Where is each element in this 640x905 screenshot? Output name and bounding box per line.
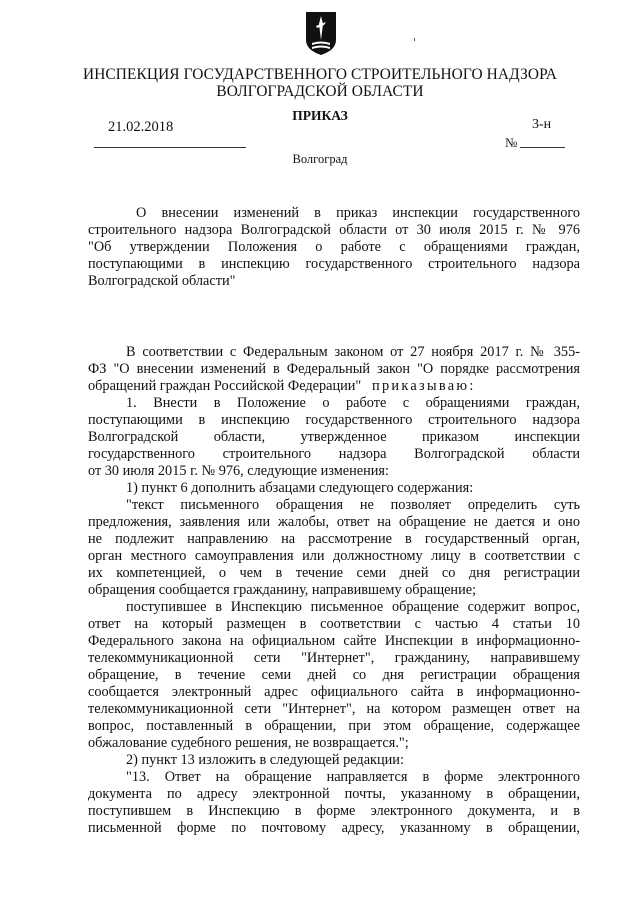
body-line: государственного строительного надзора Волгоградской области (88, 446, 580, 462)
body-line: поступившее в Инспекцию письменное обращение содержит вопрос, (126, 599, 580, 615)
document-type: ПРИКАЗ (292, 108, 348, 123)
body-line: "13. Ответ на обращение направляется в форме электронного (126, 769, 580, 785)
title-line: "Об утверждении Положения о работе с обращениями граждан, (88, 239, 580, 255)
body-line: письменной форме по почтовому адресу, указанному в обращении, (88, 820, 580, 836)
body-line: орган местного самоуправления или должностному лицу в соответствии с (88, 548, 580, 564)
body-line: 2) пункт 13 изложить в следующей редакции: (126, 752, 404, 768)
body-line: поступившем в Инспекцию в форме электронного документа, и в (88, 803, 580, 819)
body-line: телекоммуникационной сети "Интернет", гражданину, направившему (88, 650, 580, 666)
title-line: О внесении изменений в приказ инспекции государственного (136, 205, 580, 221)
body-line: 1. Внести в Положение о работе с обращениями граждан, (126, 395, 580, 411)
body-line: обращение, в течение семи дней со дня регистрации обращения (88, 667, 580, 683)
body-line: ответ на который размещен в соответствии с частью 4 статьи 10 (88, 616, 580, 632)
title-line: строительного надзора Волгоградской области от 30 июля 2015 г. № 976 (88, 222, 580, 238)
document-date: 21.02.2018 (108, 119, 174, 135)
date-underline (94, 147, 246, 148)
body-line: 1) пункт 6 дополнить абзацами следующего содержания: (126, 480, 474, 496)
body-line: обжалование судебного решения, не возвращается."; (88, 735, 409, 751)
body-line: вопрос, поставленный в обращении, при этом обращение, содержащее (88, 718, 580, 734)
city: Волгоград (292, 152, 348, 166)
title-line: поступающими в инспекцию государственного строительного надзора (88, 256, 580, 272)
body-line: ФЗ "О внесении изменений в Федеральный закон "О порядке рассмотрения (88, 361, 580, 377)
body-line: документа по адресу электронной почты, указанному в обращении, (88, 786, 580, 802)
org-name-line-2: ВОЛГОГРАДСКОЙ ОБЛАСТИ (216, 83, 424, 100)
number-sign: № (505, 135, 518, 150)
body-line: предложения, заявления или жалобы, ответ на обращение не дается и оно (88, 514, 580, 530)
body-line: не подлежит направлению на рассмотрение в государственный орган, (88, 531, 580, 547)
body-line: В соответствии с Федеральным законом от 27 ноября 2017 г. № 355- (126, 344, 580, 360)
org-name-line-1: ИНСПЕКЦИЯ ГОСУДАРСТВЕННОГО СТРОИТЕЛЬНОГО НАДЗОРА (82, 66, 558, 83)
body-line: обращений граждан Российской Федерации" (88, 378, 362, 394)
body-line: Федерального закона на официальном сайте Инспекции в информационно- (88, 633, 580, 649)
body-line: от 30 июля 2015 г. № 976, следующие изменения: (88, 463, 389, 479)
body-line: их компетенцией, о чем в течение семи дней со дня регистрации (88, 565, 580, 581)
scan-mark (414, 38, 415, 41)
number-underline (520, 147, 565, 148)
body-line: Волгоградской области, утвержденное приказом инспекции (88, 429, 580, 445)
body-line: телекоммуникационной сети "Интернет", на котором размещен ответ на (88, 701, 580, 717)
coat-of-arms-emblem (304, 10, 338, 56)
body-line-decree: приказываю: (372, 378, 476, 394)
document-number: 3-н (532, 117, 552, 132)
title-line: Волгоградской области" (88, 273, 236, 289)
body-line: "текст письменного обращения не позволяет определить суть (126, 497, 580, 513)
body-line: поступающими в инспекцию государственного строительного надзора (88, 412, 580, 428)
body-line: обращения сообщается гражданину, направившему обращение; (88, 582, 477, 598)
body-line: сообщается электронный адрес официального сайта в информационно- (88, 684, 580, 700)
